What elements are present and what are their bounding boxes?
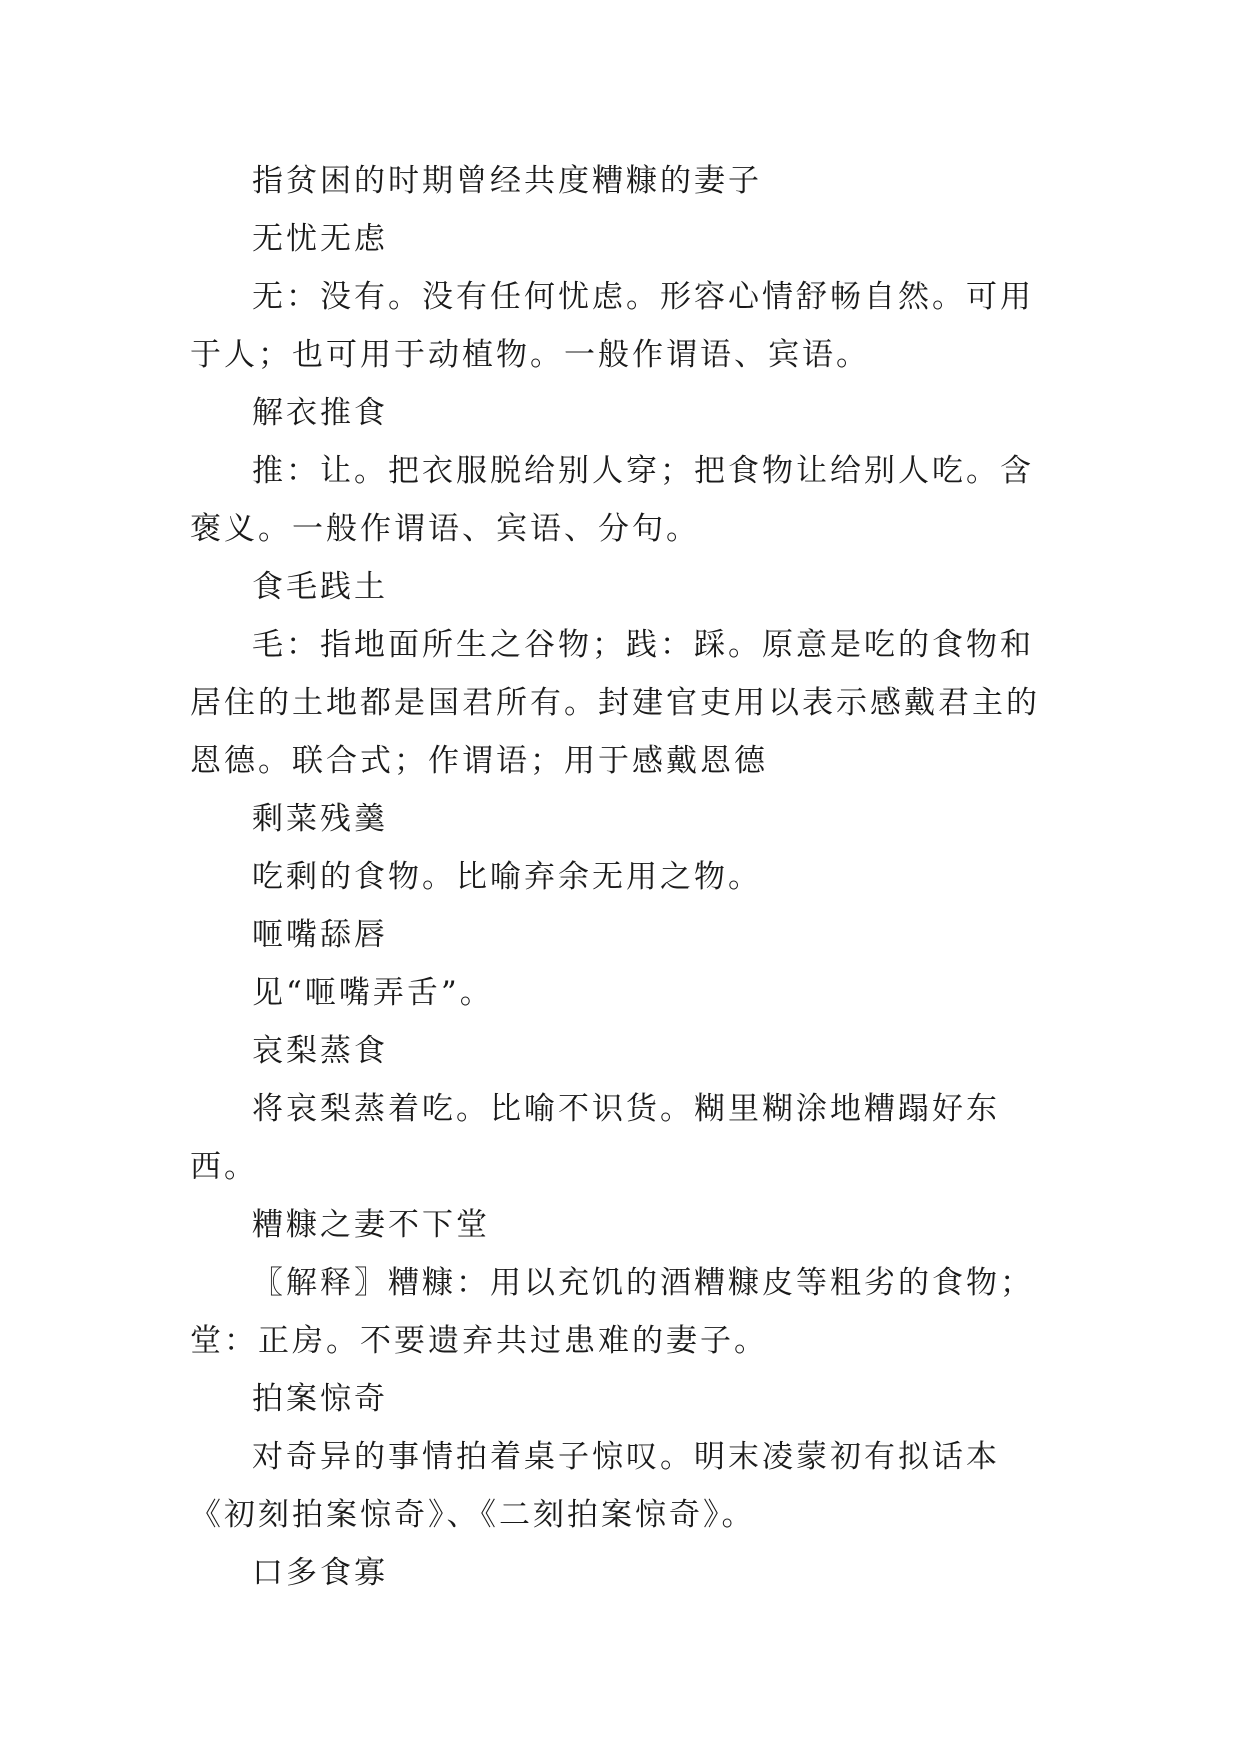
idiom-heading: 糟糠之妻不下堂 (252, 1207, 490, 1243)
idiom-heading: 剩菜残羹 (252, 801, 388, 837)
idiom-heading: 无忧无虑 (252, 221, 388, 257)
idiom-heading: 拍案惊奇 (252, 1381, 388, 1417)
definition-text: 〖解释〗糟糠：用以充饥的酒糟糠皮等粗劣的食物；堂：正房。不要遗弃共过患难的妻子。 (190, 1265, 1034, 1359)
definition-text: 指贫困的时期曾经共度糟糠的妻子 (252, 163, 762, 199)
document-body (190, 152, 1050, 1602)
definition-text: 将哀梨蒸着吃。比喻不识货。糊里糊涂地糟蹋好东西。 (190, 1091, 1000, 1185)
idiom-heading: 解衣推食 (252, 395, 388, 431)
idiom-heading: 口多食寡 (252, 1555, 388, 1591)
definition-text: 吃剩的食物。比喻弃余无用之物。 (252, 859, 762, 895)
definition-text: 推：让。把衣服脱给别人穿；把食物让给别人吃。含褒义。一般作谓语、宾语、分句。 (190, 453, 1034, 547)
definition-text: 毛：指地面所生之谷物；践：踩。原意是吃的食物和居住的土地都是国君所有。封建官吏用以表示感戴君主的恩德。联合式；作谓语；用于感戴恩德 (190, 627, 1040, 779)
idiom-heading: 咂嘴舔唇 (252, 917, 388, 953)
definition-text: 无：没有。没有任何忧虑。形容心情舒畅自然。可用于人；也可用于动植物。一般作谓语、宾语。 (190, 279, 1034, 373)
definition-text: 见“咂嘴弄舌”。 (252, 975, 494, 1011)
idiom-heading: 哀梨蒸食 (252, 1033, 388, 1069)
definition-text: 对奇异的事情拍着桌子惊叹。明末凌蒙初有拟话本《初刻拍案惊奇》、《二刻拍案惊奇》。 (190, 1439, 1000, 1533)
idiom-heading: 食毛践土 (252, 569, 388, 605)
